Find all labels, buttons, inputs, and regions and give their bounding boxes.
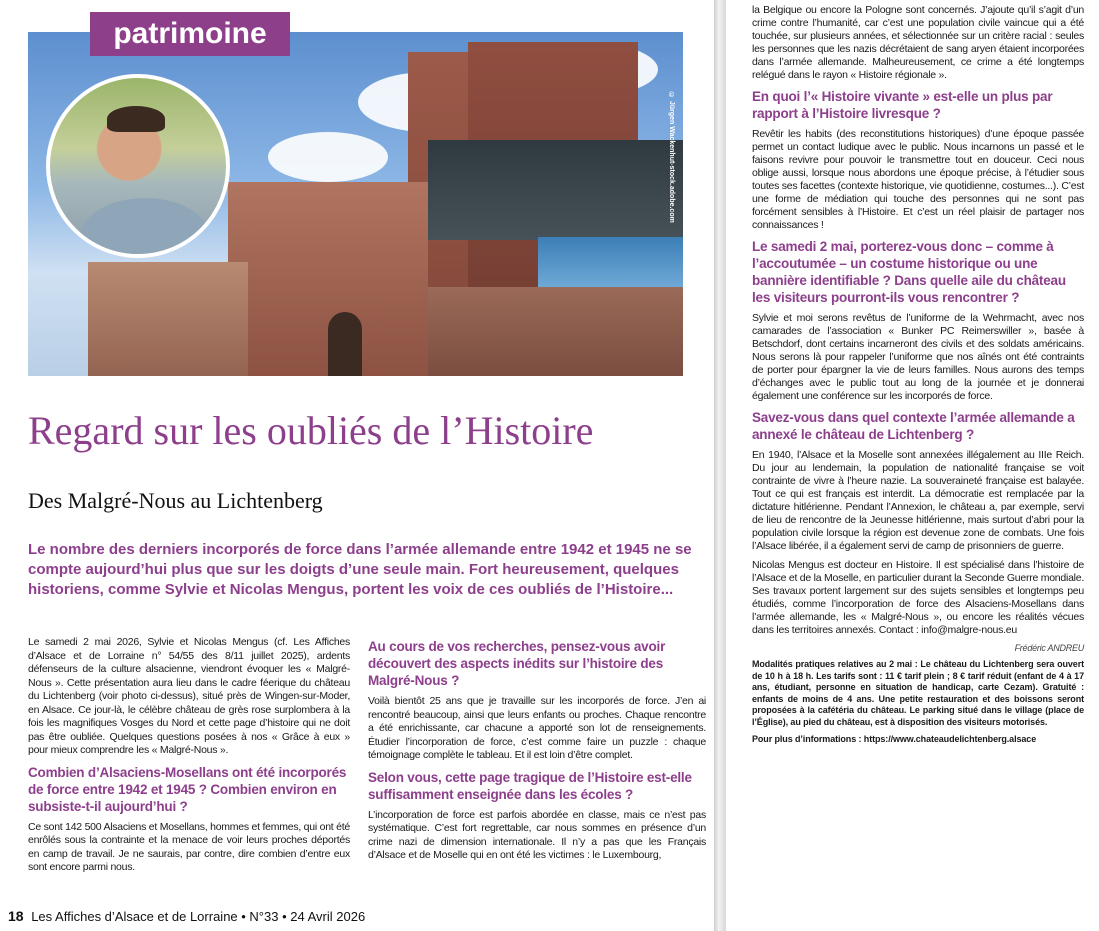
author-portrait — [46, 74, 230, 258]
column-1 — [28, 636, 350, 881]
practical-info: Modalités pratiques relatives au 2 mai : Le château du Lichtenberg sera ouvert de 10 h à 18 h. Les tarifs sont : 11 € tarif plein ; 8 € tarif réduit (enfant de 4 à 17 ans, étudiant, personne en situation de handicap, carte Cezam). Gratuité : enfants de moins de 4 ans. Une petite restauration et des boissons seront proposées à la cafétéria du château. Le parking situé dans le village (place de l’Église), au pied du château, est à disposition des visiteurs motorisés. — [752, 659, 1084, 727]
photo-credit: © Jürgen Wackenhut-stock.adobe.com — [668, 92, 675, 223]
answer-paragraph: En 1940, l’Alsace et la Moselle sont annexées illégalement au IIIe Reich. Du jour au lendemain, la population de nationalité française se voit contrainte de vivre à l’heure nazie. La souveraineté française est balayée. Tout ce qui est français est interdit. La démocratie est remplacée par la dictature hitlérienne. Pendant l’Annexion, le château a, par exemple, servi de lieu de rencontre de la Jeunesse hitlérienne, mais surtout d’abri pour la population civile lorsque la région est devenue zone de combats. Une fois l’Alsace libérée, il a également servi de camp de prisonniers de guerre. — [752, 449, 1084, 552]
more-info-link[interactable]: Pour plus d’informations : https://www.chateaudelichtenberg.alsace — [752, 734, 1037, 744]
article-title: Regard sur les oubliés de l’Histoire — [28, 408, 594, 453]
column-2 — [368, 636, 706, 869]
article-lead: Le nombre des derniers incorporés de force dans l’armée allemande entre 1942 et 1945 ne se compte aujourd’hui plus que sur les doigts d’une seule main. Fort heureusement, quelques historiens, comme Sylvie et Nicolas Mengus, portent les voix de ces oubliés de l’Histoire... — [28, 541, 692, 598]
author-bio: Nicolas Mengus est docteur en Histoire. Il est spécialisé dans l’histoire de l’Alsace et de la Moselle, en particulier durant la Seconde Guerre mondiale. Ses travaux portent largement sur des sujets sensibles et longtemps peu étudiés, comme l’incorporation de force des Alsaciens-Mosellans dans l’armée allemande, les « Malgré-Nous », ou encore les réalités vécues dans les territoires annexés. Contact : info@malgre-nous.eu — [752, 559, 1084, 636]
question-heading: Selon vous, cette page tragique de l’Histoire est-elle suffisamment enseignée dans les écoles ? — [368, 769, 692, 802]
answer-paragraph: Ce sont 142 500 Alsaciens et Mosellans, hommes et femmes, qui ont été enrôlés sous la contrainte et la menace de voir leurs proches déportés en camp de travail. Je ne saurais, par contre, dire combien d’entre eux sont encore parmi nous. — [28, 820, 350, 873]
question-heading: Combien d’Alsaciens-Mosellans ont été incorporés de force entre 1942 et 1945 ? Combien environ en subsiste-t-il aujourd’hui ? — [28, 764, 347, 814]
section-tag: patrimoine — [90, 12, 290, 56]
publication-info: Les Affiches d’Alsace et de Lorraine • N°33 • 24 Avril 2026 — [31, 909, 366, 924]
intro-paragraph: Le samedi 2 mai 2026, Sylvie et Nicolas Mengus (cf. Les Affiches d’Alsace et de Lorraine n° 54/55 des 8/11 juillet 2025), ardents défenseurs de la culture alsacienne, viendront évoquer les « Malgré-Nous ». Cette présentation aura lieu dans le cadre féerique du château du Lichtenberg (voir photo ci-dessus), situé près de Wingen-sur-Moder, en Alsace. Ce jour-là, le célèbre château de grès rose surplombera à la fois les magnifiques Vosges du Nord et cette page d’histoire qui ne doit pas être oubliée. Quelques questions posées à nos « Grâce à eux » pour mieux comprendre les « Malgré-Nous ». — [28, 636, 350, 756]
page-number: 18 — [8, 908, 24, 924]
question-heading: En quoi l’« Histoire vivante » est-elle un plus par rapport à l’Histoire livresque ? — [752, 89, 1053, 121]
page-gutter — [714, 0, 726, 931]
column-3 — [752, 4, 1084, 752]
answer-paragraph: L’incorporation de force est parfois abordée en classe, mais ce n’est pas systématique. C’est fort regrettable, car nous sommes en présence d’un crime nazi de dimension internationale. Il n’y a pas que les Français d’Alsace et de Moselle qui en ont été les victimes : le Luxembourg, — [368, 808, 706, 861]
article-subtitle: Des Malgré-Nous au Lichtenberg — [28, 488, 323, 513]
answer-paragraph: la Belgique ou encore la Pologne sont concernés. J’ajoute qu’il s’agit d’un crime contre l’humanité, car c’est une population civile vaincue qui a été touchée, sur plusieurs années, et sélectionnée sur un critère racial : seules les personnes que les nazis décrétaient de sang aryen étaient incorporées dans l’armée allemande. Malheureusement, ce crime a été longtemps relégué dans le rayon « Histoire régionale ». — [752, 4, 1084, 81]
page-footer — [8, 908, 365, 925]
answer-paragraph: Voilà bientôt 25 ans que je travaille sur les incorporés de force. J’en ai rencontré beaucoup, ainsi que leurs enfants ou proches. Chaque rencontre a été enrichissante, car chacune a apporté son lot de renseignements. Étudier l’incorporation de force, c’est comme faire un puzzle : chaque témoignage complète le tableau. Et il est loin d’être complet. — [368, 695, 706, 761]
question-heading: Le samedi 2 mai, porterez-vous donc – comme à l’accoutumée – un costume historique ou une bannière identifiable ? Dans quelle aile du château les visiteurs pourront-ils vous rencontrer ? — [752, 239, 1066, 305]
answer-paragraph: Sylvie et moi serons revêtus de l’uniforme de la Wehrmacht, avec nos camarades de l’association « Bunker PC Reimerswiller », basée à Betschdorf, dont certains incarneront des civils et des soldats américains. Nous serons là pour rappeler l’uniforme que nos aînés ont été contraints de porter pour épargner la vie de leurs familles. Nous aurons des temps d’échanges avec le public tout au long de la journée et je donnerai également une conférence sur les incorporés de force. — [752, 312, 1084, 402]
author-signature: Frédéric ANDREU — [1014, 643, 1084, 653]
question-heading: Au cours de vos recherches, pensez-vous avoir découvert des aspects inédits sur l’histoire des Malgré-Nous ? — [368, 639, 666, 688]
answer-paragraph: Revêtir les habits (des reconstitutions historiques) d’une époque passée permet un contact ludique avec le public. Nous incarnons un passé et le faisons revivre pour pouvoir le transmettre tout en douceur. Ceci nous oblige aussi, lorsque nous abordons une époque précise, à l’étudier sous toutes ses facettes (contexte historique, vie quotidienne, costumes...). C’est une forme de médiation qui touche des personnes qui ne sont pas forcément sensibles à l’Histoire. Et c’est un réel plaisir de partager nos connaissances ! — [752, 128, 1084, 231]
question-heading: Savez-vous dans quel contexte l’armée allemande a annexé le château de Lichtenberg ? — [752, 410, 1075, 442]
